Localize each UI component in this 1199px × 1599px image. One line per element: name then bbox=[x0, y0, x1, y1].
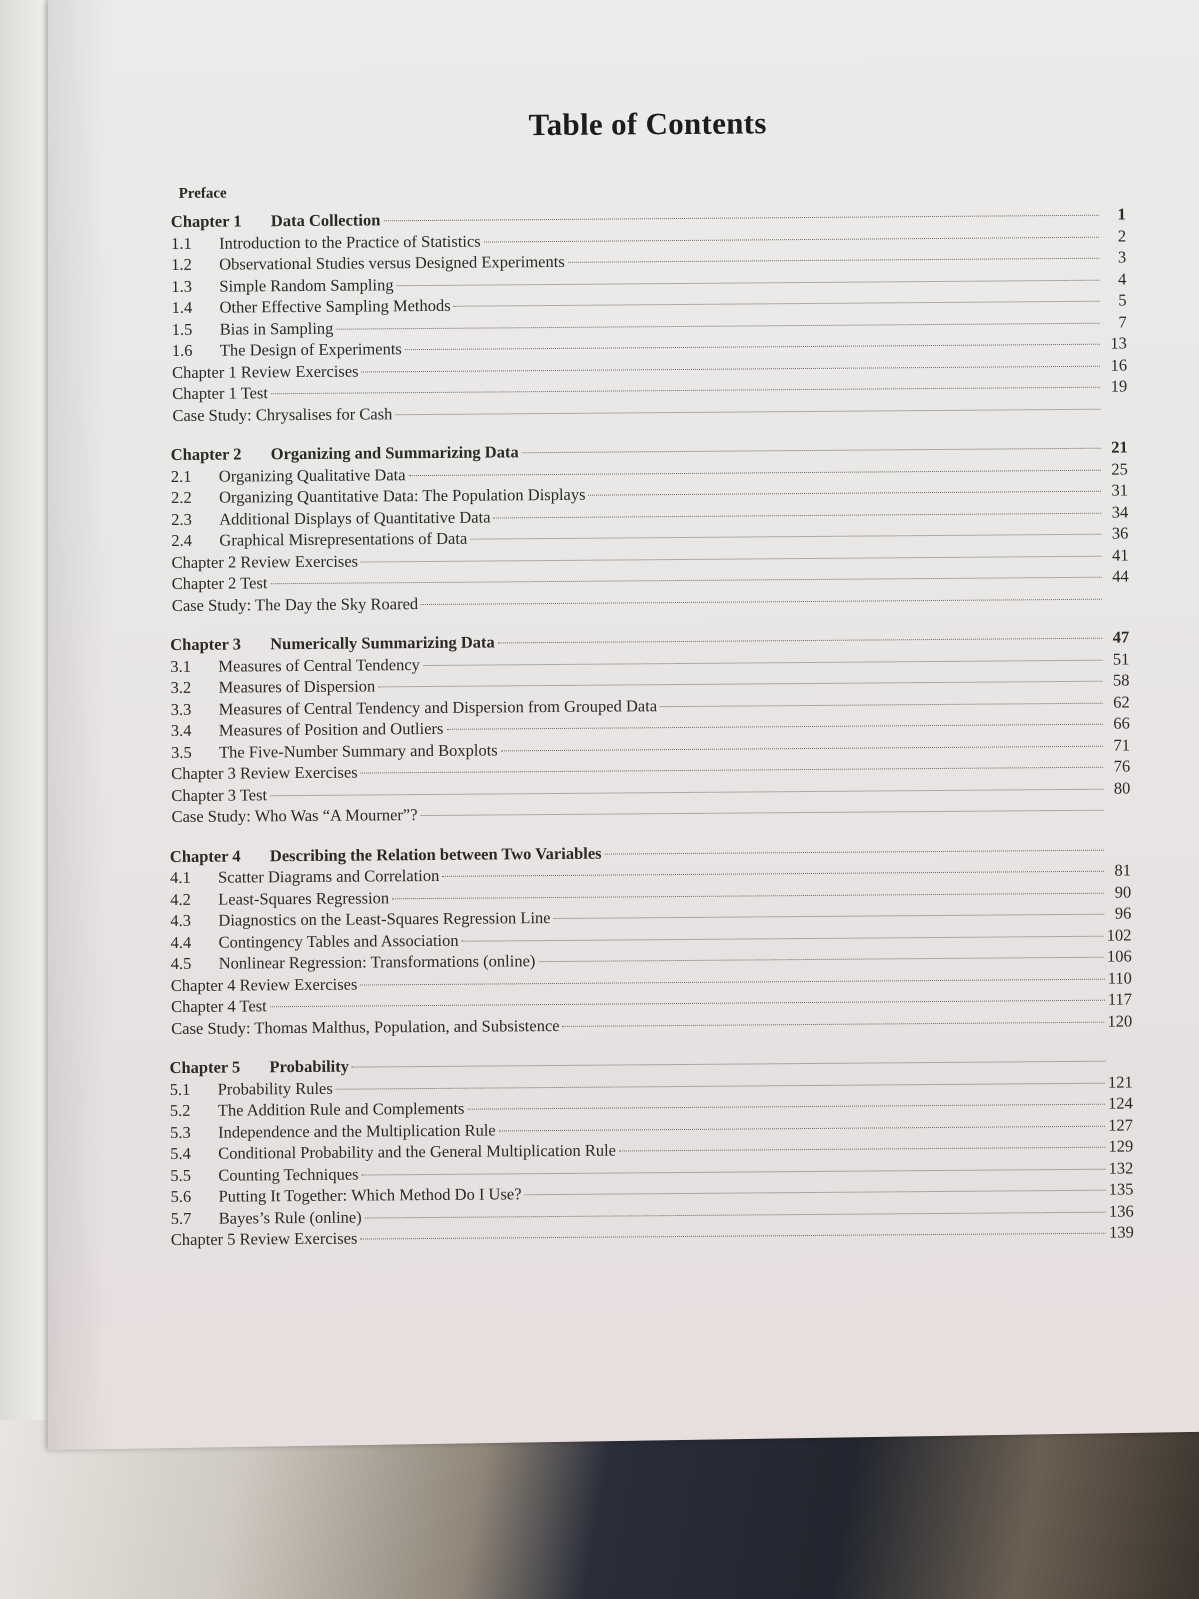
dot-leader bbox=[619, 1146, 1105, 1152]
section-number: 5.2 bbox=[169, 1100, 191, 1121]
dot-leader bbox=[271, 386, 1100, 395]
dot-leader bbox=[361, 554, 1102, 562]
extra-title: Chapter 1 Review Exercises bbox=[171, 361, 359, 382]
section-title: Introduction to the Practice of Statistics bbox=[218, 231, 481, 253]
section-number: 4.5 bbox=[170, 953, 192, 974]
page-number: 7 bbox=[1118, 311, 1127, 332]
preface-heading: Preface bbox=[178, 185, 227, 202]
section-number: 2.1 bbox=[170, 466, 192, 486]
section-number: 5.1 bbox=[169, 1079, 191, 1099]
page-title: Table of Contents bbox=[528, 105, 767, 143]
extra-title: Chapter 2 Test bbox=[171, 573, 268, 594]
toc-content bbox=[170, 102, 1134, 1268]
page-number: 1 bbox=[1117, 204, 1126, 224]
section-number: 4.1 bbox=[169, 867, 191, 888]
dot-leader bbox=[538, 956, 1104, 962]
section-number: 1.2 bbox=[171, 254, 192, 274]
dot-leader bbox=[392, 891, 1104, 899]
page-number: 47 bbox=[1112, 627, 1130, 647]
dot-leader bbox=[270, 787, 1103, 796]
section-title: Graphical Misrepresentations of Data bbox=[219, 528, 468, 550]
section-title: Counting Techniques bbox=[218, 1164, 359, 1185]
dot-leader bbox=[498, 637, 1102, 644]
dot-leader bbox=[378, 680, 1102, 688]
dot-leader bbox=[405, 343, 1100, 350]
page-number: 4 bbox=[1118, 268, 1127, 289]
dot-leader bbox=[525, 1189, 1106, 1196]
chapter-block bbox=[171, 436, 1129, 616]
extra-title: Chapter 4 Test bbox=[170, 996, 267, 1017]
extra-title: Chapter 3 Review Exercises bbox=[171, 762, 358, 784]
section-title: Bias in Sampling bbox=[219, 318, 334, 339]
dot-leader bbox=[484, 235, 1099, 242]
page-number: 16 bbox=[1110, 354, 1128, 375]
dot-leader bbox=[467, 1103, 1105, 1110]
section-title: Scatter Diagrams and Correlation bbox=[217, 865, 440, 887]
section-title: Measures of Central Tendency bbox=[218, 654, 420, 676]
page-number: 41 bbox=[1111, 544, 1129, 565]
section-number: 4.2 bbox=[170, 889, 191, 909]
section-title: Measures of Position and Outliers bbox=[218, 718, 444, 740]
section-title: Additional Displays of Quantitative Data bbox=[219, 506, 491, 529]
section-number: 4.3 bbox=[170, 910, 192, 931]
page-number: 129 bbox=[1108, 1136, 1134, 1156]
dot-leader bbox=[563, 1020, 1105, 1026]
page-number: 139 bbox=[1109, 1222, 1134, 1242]
page-number: 5 bbox=[1118, 290, 1127, 310]
chapter-label: Chapter 5 bbox=[169, 1057, 241, 1078]
section-number: 3.4 bbox=[170, 720, 192, 741]
page-number: 66 bbox=[1113, 713, 1130, 733]
section-title: Other Effective Sampling Methods bbox=[219, 295, 451, 317]
page-number: 135 bbox=[1108, 1179, 1134, 1199]
section-number: 1.5 bbox=[171, 319, 193, 339]
section-title: Observational Studies versus Designed Experiments bbox=[219, 251, 565, 274]
page-number: 120 bbox=[1107, 1010, 1133, 1031]
section-number: 2.3 bbox=[171, 509, 192, 529]
dot-leader bbox=[501, 744, 1103, 751]
dot-leader bbox=[336, 321, 1099, 329]
extra-title: Case Study: The Day the Sky Roared bbox=[171, 593, 419, 615]
chapter-block bbox=[169, 1049, 1133, 1250]
section-number: 5.3 bbox=[169, 1122, 191, 1142]
section-number: 3.1 bbox=[170, 656, 192, 676]
dot-leader bbox=[383, 214, 1098, 222]
page-number: 44 bbox=[1112, 566, 1129, 586]
dot-leader bbox=[499, 1124, 1106, 1131]
page-number: 36 bbox=[1111, 523, 1129, 543]
section-title: Probability Rules bbox=[217, 1078, 333, 1099]
extra-title: Case Study: Chrysalises for Cash bbox=[172, 403, 393, 425]
section-number: 4.4 bbox=[170, 932, 192, 952]
section-number: 1.4 bbox=[171, 297, 193, 317]
page-number: 21 bbox=[1111, 437, 1128, 457]
page-number: 76 bbox=[1113, 756, 1131, 776]
chapter-label: Chapter 4 bbox=[169, 845, 241, 866]
dot-leader bbox=[397, 278, 1100, 286]
section-title: The Addition Rule and Complements bbox=[217, 1098, 465, 1120]
section-number: 3.2 bbox=[170, 677, 192, 698]
dot-leader bbox=[361, 766, 1104, 774]
section-title: Putting It Together: Which Method Do I Use? bbox=[218, 1184, 522, 1206]
page-number: 58 bbox=[1112, 670, 1130, 690]
page-number: 127 bbox=[1108, 1114, 1134, 1135]
page-number: 51 bbox=[1112, 648, 1130, 669]
section-title: Independence and the Multiplication Rule bbox=[217, 1119, 496, 1142]
section-number: 5.6 bbox=[170, 1186, 192, 1207]
chapter-title: Describing the Relation between Two Variables bbox=[269, 843, 602, 865]
dot-leader bbox=[362, 364, 1101, 372]
section-number: 5.7 bbox=[170, 1208, 192, 1228]
page-number: 62 bbox=[1113, 691, 1130, 712]
extra-title: Chapter 1 Test bbox=[172, 383, 269, 403]
page-number: 117 bbox=[1107, 989, 1133, 1009]
section-number: 2.2 bbox=[170, 487, 192, 508]
dot-leader bbox=[660, 701, 1103, 706]
section-number: 2.4 bbox=[171, 530, 193, 551]
page-number: 25 bbox=[1111, 458, 1128, 479]
section-title: Contingency Tables and Association bbox=[218, 930, 459, 952]
chapter-label: Chapter 1 bbox=[170, 211, 242, 231]
extra-title: Case Study: Thomas Malthus, Population, and Subsistence bbox=[171, 1015, 560, 1038]
dot-leader bbox=[442, 870, 1104, 877]
section-title: Organizing Quantitative Data: The Population Displays bbox=[218, 484, 586, 507]
page-number: 96 bbox=[1114, 903, 1132, 923]
section-title: The Design of Experiments bbox=[219, 339, 402, 360]
page-number: 81 bbox=[1114, 860, 1132, 880]
page-number: 121 bbox=[1107, 1071, 1133, 1092]
extra-title: Chapter 4 Review Exercises bbox=[170, 974, 358, 995]
dot-leader bbox=[365, 1210, 1106, 1218]
dot-leader bbox=[336, 1081, 1105, 1089]
section-title: Measures of Central Tendency and Dispersion from Grouped Data bbox=[218, 695, 658, 719]
section-number: 3.5 bbox=[170, 742, 192, 762]
dot-leader bbox=[522, 447, 1101, 454]
dot-leader bbox=[446, 723, 1102, 730]
section-title: Least-Squares Regression bbox=[218, 887, 390, 909]
dot-leader bbox=[605, 848, 1104, 854]
dot-leader bbox=[352, 1060, 1106, 1068]
page-number: 3 bbox=[1117, 247, 1127, 267]
page-number: 13 bbox=[1110, 333, 1127, 353]
chapter-block bbox=[170, 838, 1132, 1039]
extra-title: Chapter 5 Review Exercises bbox=[170, 1228, 358, 1250]
page-number: 136 bbox=[1108, 1200, 1134, 1221]
section-number: 1.6 bbox=[171, 340, 193, 360]
dot-leader bbox=[421, 597, 1102, 604]
chapter-list bbox=[171, 203, 1134, 1250]
dot-leader bbox=[270, 999, 1105, 1008]
extra-title: Case Study: Who Was “A Mourner”? bbox=[171, 805, 418, 827]
chapter-block bbox=[170, 626, 1130, 827]
dot-leader bbox=[470, 533, 1101, 540]
dot-leader bbox=[588, 490, 1101, 496]
dot-leader bbox=[554, 913, 1105, 919]
dot-leader bbox=[362, 1167, 1106, 1175]
section-number: 3.3 bbox=[170, 699, 192, 719]
page-number: 31 bbox=[1111, 480, 1129, 500]
dot-leader bbox=[423, 658, 1102, 665]
chapter-title: Numerically Summarizing Data bbox=[270, 632, 495, 654]
page-number: 102 bbox=[1106, 924, 1132, 945]
chapter-title: Organizing and Summarizing Data bbox=[270, 442, 519, 464]
chapter-label: Chapter 2 bbox=[170, 444, 242, 465]
page-number: 106 bbox=[1106, 946, 1132, 966]
section-title: The Five-Number Summary and Boxplots bbox=[218, 739, 498, 762]
section-number: 5.4 bbox=[170, 1143, 191, 1164]
section-title: Diagnostics on the Least-Squares Regression Line bbox=[218, 908, 551, 930]
page-number: 132 bbox=[1108, 1157, 1134, 1178]
dot-leader bbox=[493, 511, 1101, 518]
dot-leader bbox=[462, 934, 1104, 941]
page-number: 34 bbox=[1111, 501, 1129, 522]
section-title: Simple Random Sampling bbox=[219, 274, 394, 296]
dot-leader bbox=[409, 468, 1101, 475]
page-number: 2 bbox=[1117, 225, 1127, 246]
section-title: Measures of Dispersion bbox=[218, 676, 376, 697]
page-number: 90 bbox=[1114, 881, 1132, 902]
dot-leader bbox=[395, 407, 1100, 415]
chapter-title: Probability bbox=[269, 1056, 350, 1077]
section-title: Nonlinear Regression: Transformations (online) bbox=[218, 951, 536, 973]
section-title: Conditional Probability and the General Multiplication Rule bbox=[218, 1140, 617, 1163]
page-gutter-shadow bbox=[48, 0, 108, 1450]
section-number: 5.5 bbox=[170, 1165, 192, 1185]
chapter-block bbox=[171, 203, 1128, 425]
dot-leader bbox=[568, 257, 1099, 263]
page-number: 71 bbox=[1113, 734, 1131, 755]
page-number: 110 bbox=[1107, 967, 1132, 988]
dot-leader bbox=[360, 977, 1104, 985]
section-number: 1.3 bbox=[171, 276, 193, 296]
extra-title: Chapter 3 Test bbox=[171, 784, 268, 805]
chapter-label: Chapter 3 bbox=[170, 634, 242, 655]
section-number: 1.1 bbox=[170, 233, 192, 253]
extra-title: Chapter 2 Review Exercises bbox=[171, 551, 359, 572]
chapter-title: Data Collection bbox=[270, 210, 381, 231]
page-number: 124 bbox=[1108, 1093, 1133, 1113]
page-number: 19 bbox=[1110, 376, 1128, 396]
section-title: Organizing Qualitative Data bbox=[218, 464, 406, 486]
dot-leader bbox=[421, 809, 1104, 816]
dot-leader bbox=[360, 1232, 1106, 1240]
dot-leader bbox=[270, 576, 1101, 585]
section-title: Bayes’s Rule (online) bbox=[218, 1207, 362, 1228]
page-number: 80 bbox=[1113, 777, 1131, 798]
dot-leader bbox=[454, 300, 1100, 307]
